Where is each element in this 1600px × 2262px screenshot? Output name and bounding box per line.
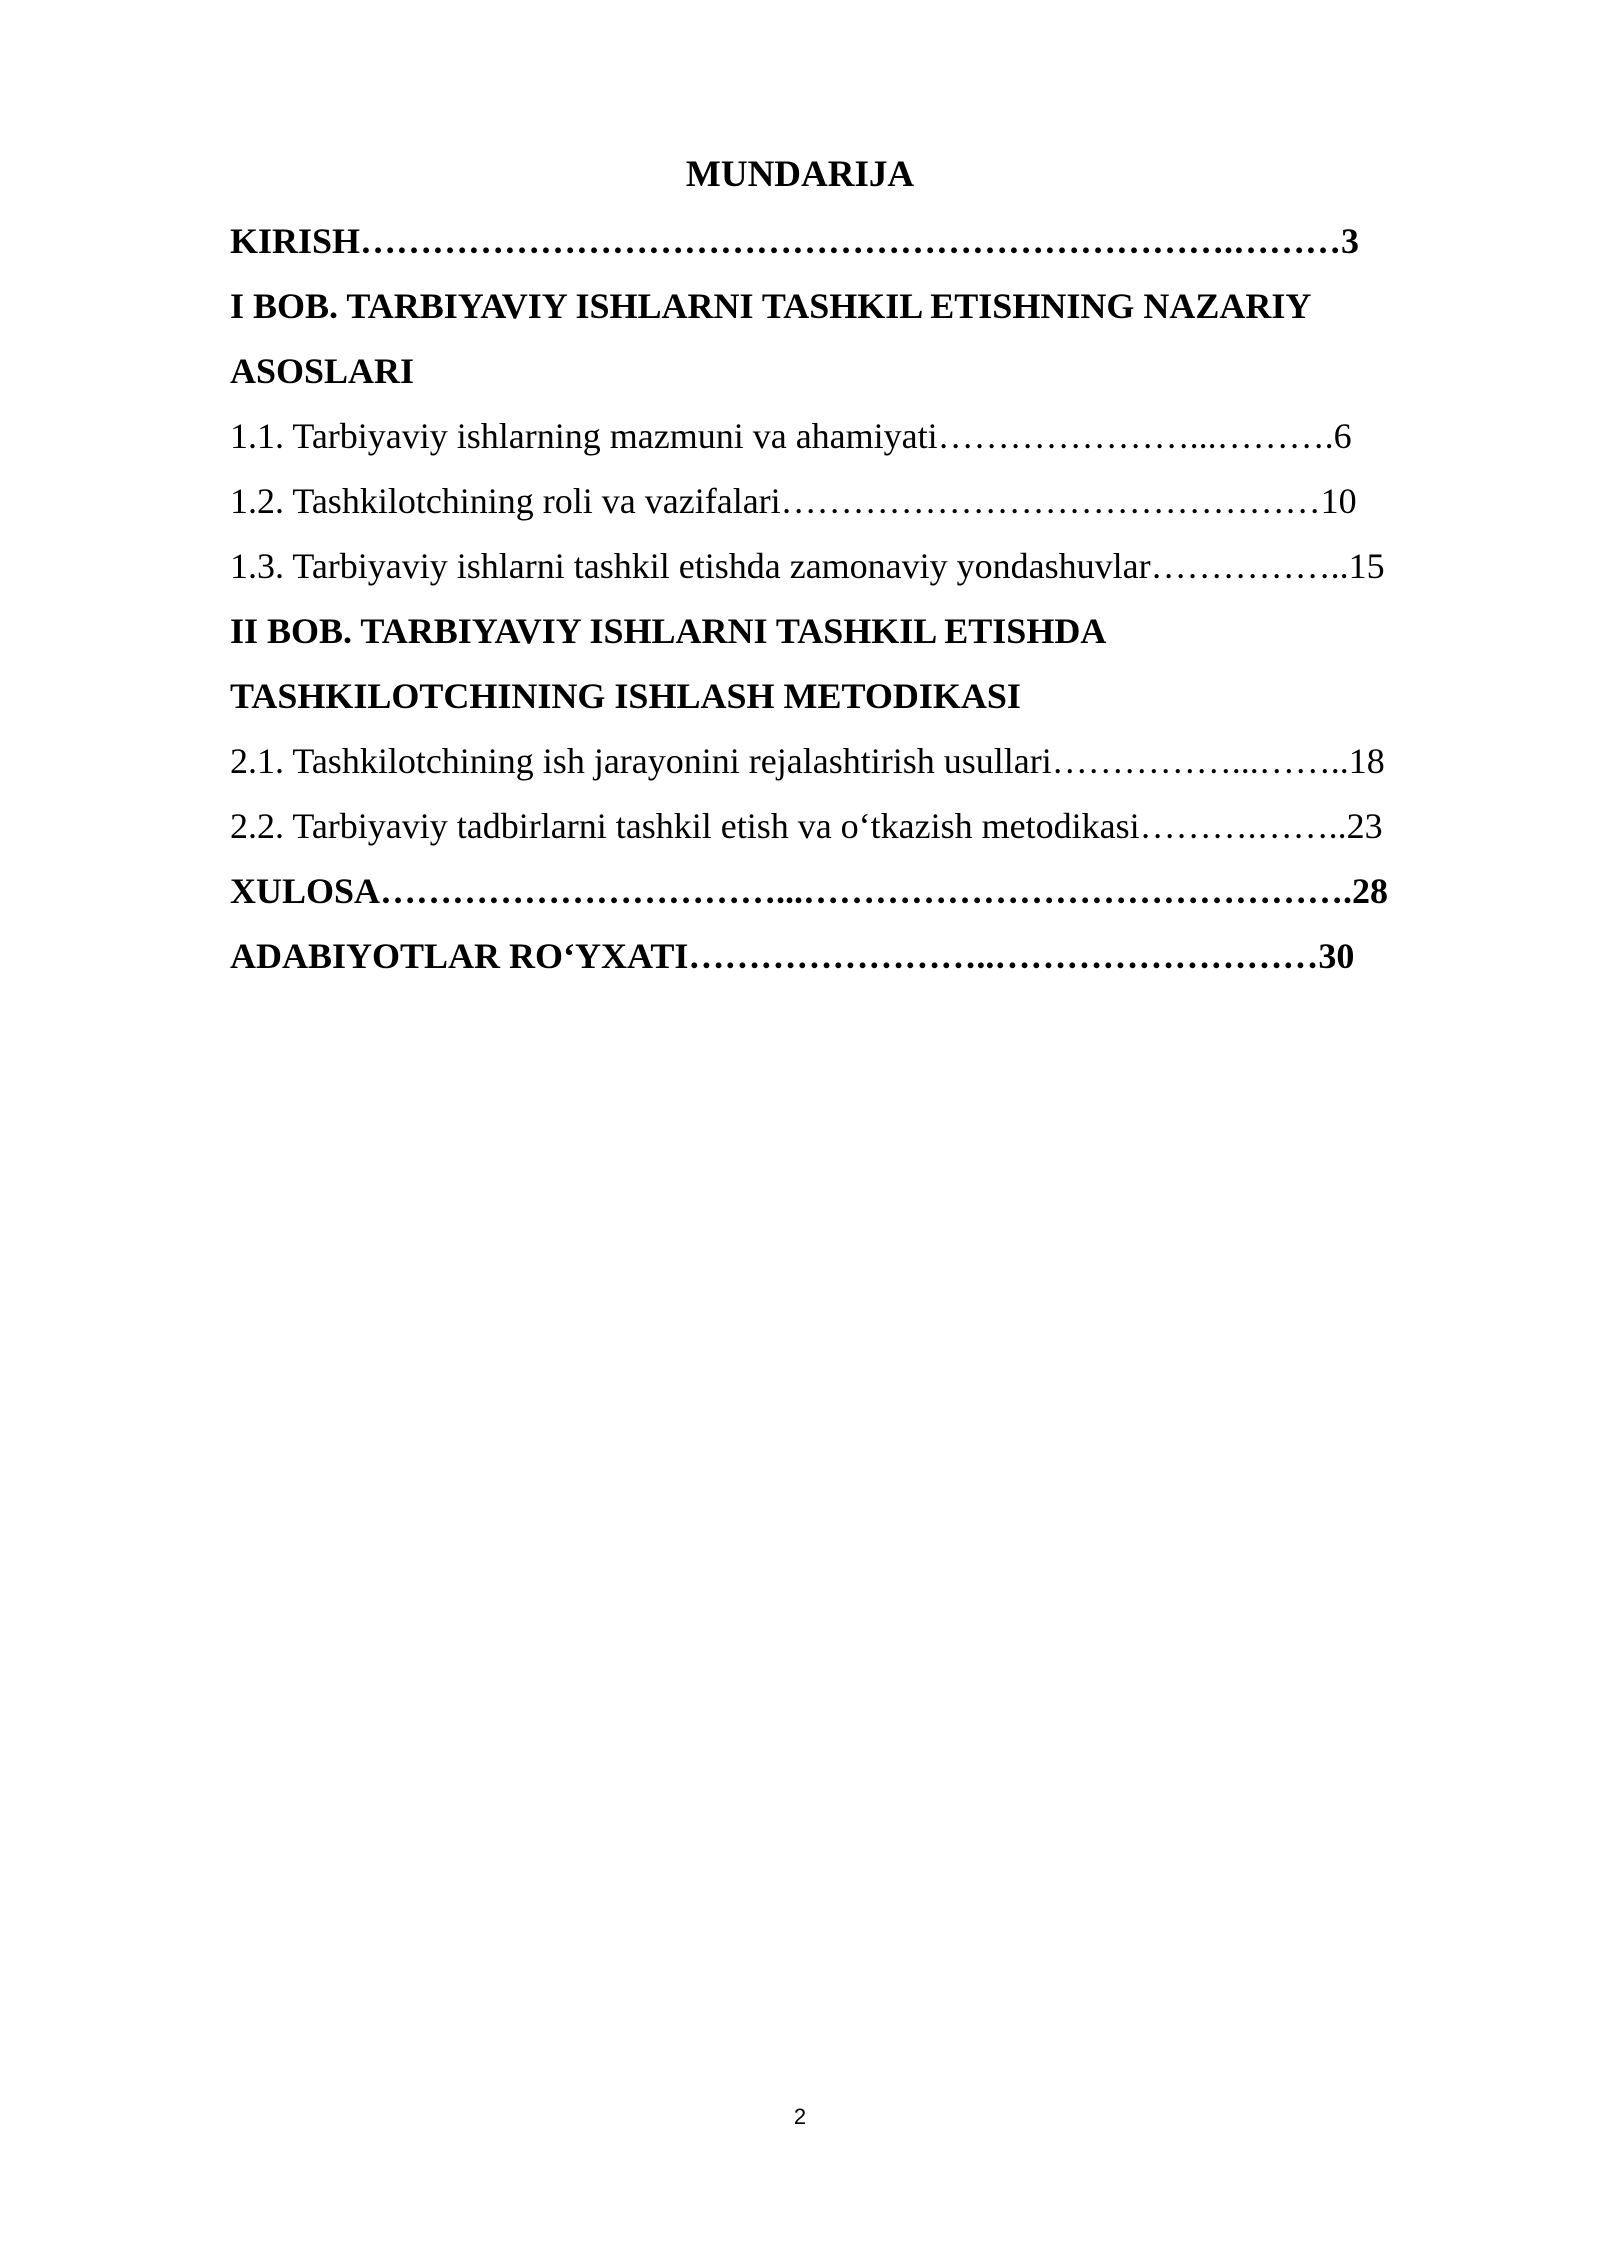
toc-chapter-2-heading: II BOB. TARBIYAVIY ISHLARNI TASHKIL ETISHDA <box>230 611 1107 651</box>
table-of-contents <box>230 214 1460 994</box>
toc-entry-2-2: 2.2. Tarbiyaviy tadbirlarni tashkil etish va o‘tkazish metodikasi……….……..23 <box>230 806 1383 846</box>
toc-chapter-2-heading-continued: TASHKILOTCHINING ISHLASH METODIKASI <box>230 676 1021 716</box>
toc-chapter-1-heading: I BOB. TARBIYAVIY ISHLARNI TASHKIL ETISHNING NAZARIY <box>230 286 1312 326</box>
toc-entry-1-3: 1.3. Tarbiyaviy ishlarni tashkil etishda zamonaviy yondashuvlar……………..15 <box>230 546 1385 586</box>
toc-entry-2-1: 2.1. Tashkilotchining ish jarayonini rejalashtirish usullari……………...……..18 <box>230 741 1385 781</box>
toc-entry-kirish: KIRISH……………………………………………………………….………3 <box>230 221 1360 261</box>
toc-entry-1-1: 1.1. Tarbiyaviy ishlarning mazmuni va ahamiyati…………………...……….6 <box>230 416 1352 456</box>
toc-entry-xulosa: XULOSA……………………………...……………………………………….28 <box>230 871 1389 911</box>
toc-title: MUNDARIJA <box>685 154 915 195</box>
toc-entry-1-2: 1.2. Tashkilotchining roli va vazifalari………………………………………10 <box>230 481 1357 521</box>
toc-chapter-1-heading-continued: ASOSLARI <box>230 351 415 391</box>
toc-entry-adabiyotlar: ADABIYOTLAR RO‘YXATI……………………..………………………30 <box>230 936 1355 976</box>
page-number: 2 <box>793 2104 807 2129</box>
